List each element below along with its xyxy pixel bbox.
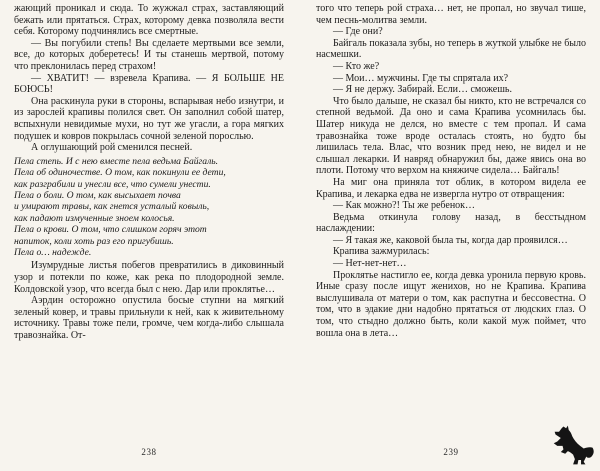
poem-line: Пела о крови. О том, что слишком горяч этот [14,224,207,236]
poem-line: Пела о… надежде. [14,246,92,258]
poem-line: и умирают травы, как гнется усталый ковыль, [14,201,210,213]
paragraph: Крапива зажмурилась: [333,246,430,258]
paragraph: А оглушающий рой сменился песней. [31,142,193,154]
paragraph-dialogue: — Нет-нет-нет… [333,258,407,270]
page-left [14,0,284,468]
page-right [316,0,586,468]
page-right-text [316,3,586,339]
poem-line: как разграбили и унесли все, что сумели унести. [14,178,211,190]
paragraph: того что теперь рой страха… нет, не пропал, но звучал тише, чем песнь-молитва земли. [316,3,586,26]
horse-silhouette-icon [552,424,596,466]
poem-line: напиток, коли хоть раз его пригубишь. [14,235,174,247]
paragraph-dialogue: — Мои… мужчины. Где ты спрятала их? [333,72,509,84]
page-number-left: 238 [141,447,157,457]
poem-line: Пела об одиночестве. О том, как покинули ее дети, [14,167,226,179]
paragraph-dialogue: — Я такая же, каковой была ты, когда дар проявился… [333,234,568,246]
paragraph-dialogue: — Где они? [333,26,383,38]
paragraph: Изумрудные листья побегов превратились в диковинный узор и потекли по коже, как река по плодородной земле. Колдовской узор, что всегда был с нею. Дар или проклятье… [14,260,284,295]
paragraph: Что было дальше, не сказал бы никто, кто не встречался со степной ведьмой. Да оно и сама Крапива усомнилась бы. Шатер никуда не делся, но вместе с тем пропал. И сама травознайка тоже вроде осталась стоять, но будто бы лишилась тела. Влас, что возник пред нею, не видел и не слышал лекарки. И навряд обнаружил бы, даже явись она во плоти. Потому что верхом на княжиче сидела… Байгаль! [316,95,586,177]
paragraph-dialogue: — ХВАТИТ! — взревела Крапива. — Я БОЛЬШЕ НЕ БОЮСЬ! [14,72,284,96]
paragraph: жающий проникал и сюда. То жужжал страх, заставляющий бежать или прятаться. Страх, которому девка позволяла вести себя. Которому подчинялись все смертные. [14,3,284,38]
paragraph-dialogue: — Я не держу. Забирай. Если… сможешь. [333,84,512,96]
paragraph: Ведьма откинула голову назад, в бесстыдном наслаждении: [316,211,586,235]
poem-line: как падают измученные зноем колосья. [14,212,175,224]
paragraph: Проклятье настигло ее, когда девка уронила первую кровь. Иные сразу после ищут женихов, но не Крапива. Крапива выслушивала от матери о том, как распутна и бессовестна. О том, что в эдакие дни надобно прятаться от людских глаз. О том, что стыдно должно быть, коли какой муж поймет, что вошла она в лета… [316,269,586,339]
paragraph-dialogue: — Как можно?! Ты же ребенок… [333,200,476,212]
song-verse [14,156,284,259]
paragraph: Аэрдин осторожно опустила босые ступни на мягкий зеленый ковер, и травы прильнули к ней, как к живительному источнику. Травы тоже пели, громче, чем когда-либо слышала травознайка. От- [14,295,284,341]
page-number-right: 239 [443,447,459,457]
paragraph-dialogue: — Кто же? [333,60,380,72]
paragraph: Она раскинула руки в стороны, вспарывая небо изнутри, и из зарослей крапивы полился свет. Он заполнил собой шатер, вспыхнули невидимые мухи, но тут же угасли, а гора мягких подушек и ковров покрылась сочной зеленой порослью. [14,95,284,142]
paragraph: Байгаль показала зубы, но теперь в жуткой улыбке не было насмешки. [316,37,586,61]
paragraph: На миг она приняла тот облик, в котором видела ее Крапива, и лекарка едва не извергла нутро от отвращения: [316,176,586,200]
poem-line: Пела о боли. О том, как высыхает почва [14,189,181,201]
page-left-text [14,3,284,342]
poem-line: Пела степь. И с нею вместе пела ведьма Байгаль. [14,155,219,167]
paragraph-dialogue: — Вы погубили степь! Вы сделаете мертвыми все земли, все, до которых доберетесь! И ты станешь мертвой, потому что преклонилась перед страхом! [14,37,284,72]
